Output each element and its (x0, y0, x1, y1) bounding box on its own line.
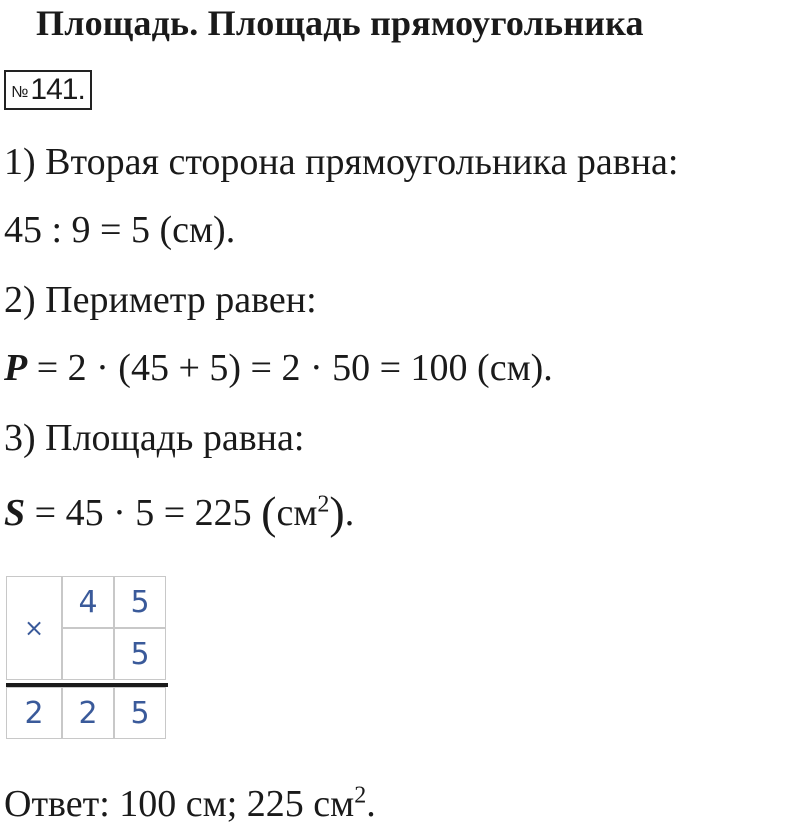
task-number: 141. (30, 73, 85, 106)
step-1-text: 1) Вторая сторона прямоугольника равна: (4, 141, 679, 183)
answer-end: . (366, 783, 376, 825)
multiply-sign: × (6, 576, 62, 680)
result-digit: 2 (6, 687, 62, 739)
column-multiplication (6, 576, 166, 736)
task-number-box (4, 70, 92, 110)
area-end: . (344, 492, 355, 534)
open-paren: ( (261, 487, 277, 538)
area-variable: S (4, 492, 26, 534)
answer-text: Ответ: 100 см; 225 см (4, 783, 355, 825)
result-digit: 2 (62, 687, 114, 739)
result-digit: 5 (114, 687, 166, 739)
number-sign: № (11, 84, 29, 101)
perimeter-expression: = 2 · (45 + 5) = 2 · 50 = 100 (см). (27, 347, 553, 389)
digit-cell: 5 (114, 576, 166, 628)
digit-cell (62, 628, 114, 680)
area-expression: = 45 · 5 = 225 (25, 492, 262, 534)
digit-cell: 4 (62, 576, 114, 628)
result-divider (6, 683, 168, 687)
step-2-calc (4, 346, 553, 390)
page-title: Площадь. Площадь прямоугольника (36, 3, 644, 43)
step-1-calc: 45 : 9 = 5 (см). (4, 209, 236, 251)
step-3-text: 3) Площадь равна: (4, 417, 305, 459)
area-unit: см (276, 492, 318, 534)
close-paren: ) (329, 487, 345, 538)
step-2-text: 2) Периметр равен: (4, 279, 317, 321)
digit-cell: 5 (114, 628, 166, 680)
answer-line (4, 782, 376, 826)
step-3-calc (4, 486, 354, 539)
answer-exponent: 2 (354, 782, 367, 809)
area-exponent: 2 (317, 491, 330, 518)
perimeter-variable: P (4, 347, 28, 389)
